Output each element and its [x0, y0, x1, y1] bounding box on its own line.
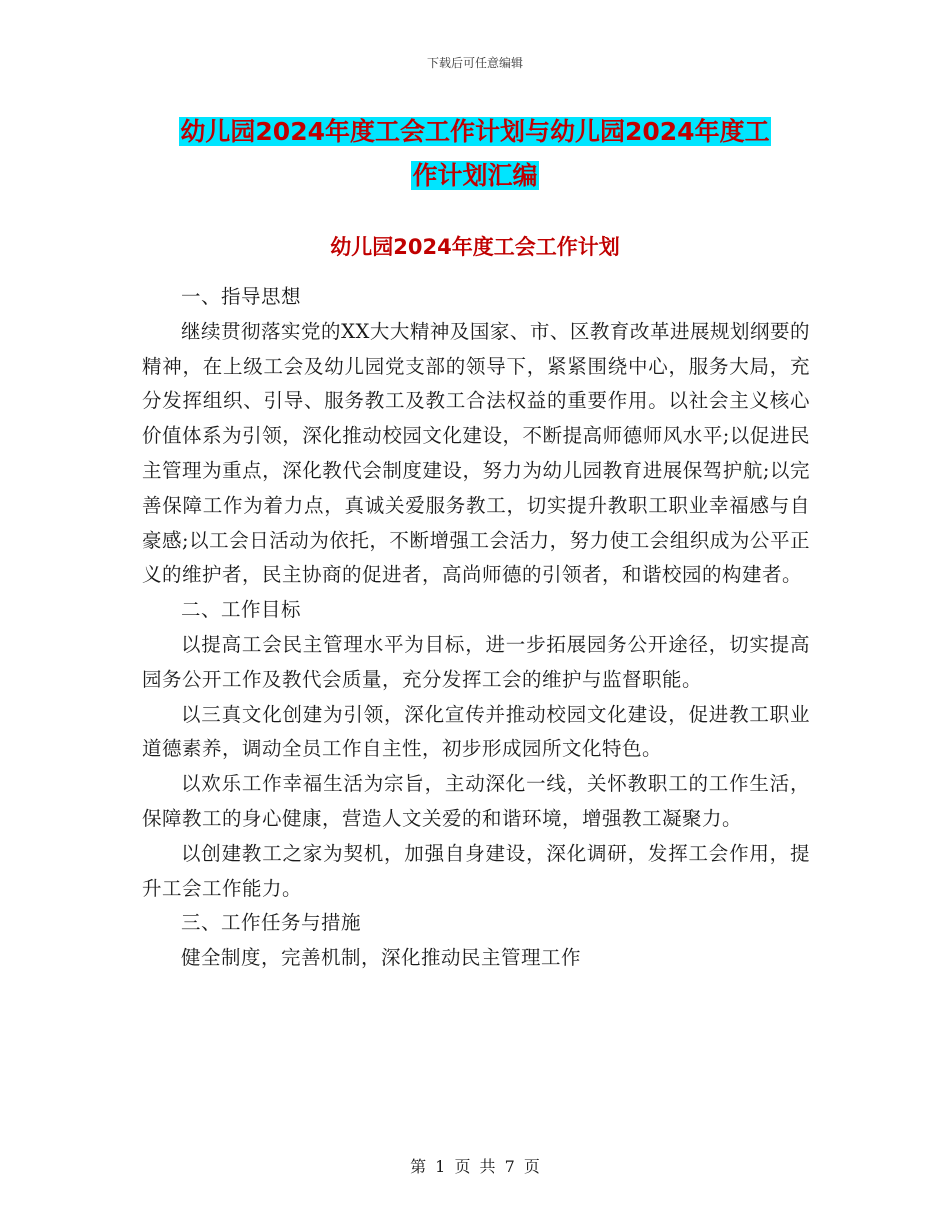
- heading-work-goals: 二、工作目标: [181, 598, 302, 622]
- section-title: 幼儿园2024年度工会工作计划: [330, 235, 620, 259]
- paragraph: 继续贯彻落实党的XX大大精神及国家、市、区教育改革进展规划纲要的精神，在上级工会及幼儿园党支部的领导下，紧紧围绕中心，服务大局，充分发挥组织、引导、服务教工及教工合法权益的重要作用。以社会主义核心价值体系为引领，深化推动校园文化建设，不断提高师德师风水平;以促进民主管理为重点，深化教代会制度建设，努力为幼儿园教育进展保驾护航;以完善保障工作为着力点，真诚关爱服务教工，切实提升教职工职业幸福感与自豪感;以工会日活动为依托，不断增强工会活力，努力使工会组织成为公平正义的维护者，民主协商的促进者，高尚师德的引领者，和谐校园的构建者。: [142, 319, 810, 587]
- paragraph: 以提高工会民主管理水平为目标，进一步拓展园务公开途径，切实提高园务公开工作及教代会质量，充分发挥工会的维护与监督职能。: [142, 632, 810, 691]
- heading-tasks-and-measures: 三、工作任务与措施: [181, 911, 362, 935]
- page-number-footer: 第 1 页 共 7 页: [410, 1157, 540, 1176]
- document-title-line-2: [0, 158, 950, 194]
- paragraph: 以三真文化创建为引领，深化宣传并推动校园文化建设，促进教工职业道德素养，调动全员工作自主性，初步形成园所文化特色。: [142, 702, 810, 761]
- paragraph: 健全制度，完善机制，深化推动民主管理工作: [181, 946, 582, 970]
- document-title-line-2-text: 作计划汇编: [412, 161, 538, 190]
- paragraph: 以欢乐工作幸福生活为宗旨，主动深化一线，关怀教职工的工作生活，保障教工的身心健康，营造人文关爱的和谐环境，增强教工凝聚力。: [142, 772, 810, 830]
- heading-guiding-ideology: 一、指导思想: [181, 285, 302, 308]
- page-header-note: 下载后可任意编辑: [426, 56, 523, 70]
- document-body: [142, 280, 810, 976]
- paragraph: 以创建教工之家为契机，加强自身建设，深化调研，发挥工会作用，提升工会工作能力。: [142, 841, 810, 900]
- document-title-line-1: [0, 114, 950, 150]
- document-title-line-1-text: 幼儿园2024年度工会工作计划与幼儿园2024年度工: [180, 117, 770, 146]
